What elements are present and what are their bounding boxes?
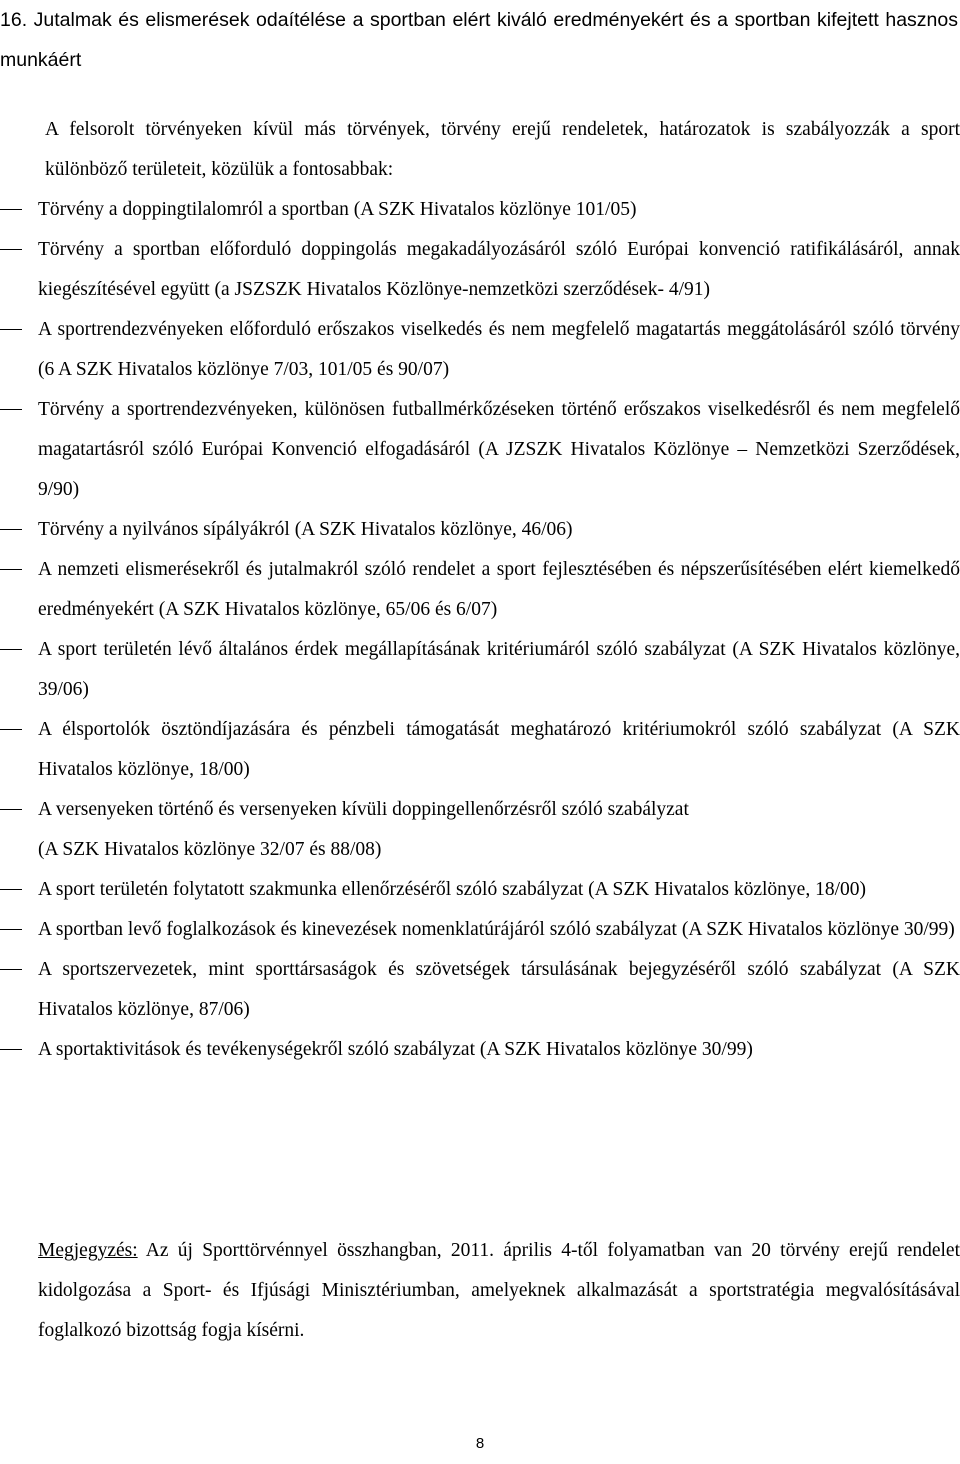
dash-bullet-icon [0,649,22,650]
list-item: Törvény a nyilvános sípályákról (A SZK Hivatalos közlönye, 46/06) [0,510,960,550]
list-item: A sportban levő foglalkozások és kinevezések nomenklatúrájáról szóló szabályzat (A SZK Hivatalos közlönye 30/99) [0,910,960,950]
dash-bullet-icon [0,969,22,970]
dash-bullet-icon [0,409,22,410]
dash-bullet-icon [0,329,22,330]
list-item: A sportaktivitások és tevékenységekről szóló szabályzat (A SZK Hivatalos közlönye 30/99) [0,1030,960,1070]
section-heading: 16. Jutalmak és elismerések odaítélése a sportban elért kiváló eredményekért és a sportban kifejtett hasznos munkáért [0,9,958,71]
list-item: Törvény a sportrendezvényeken, különösen futballmérkőzéseken történő erőszakos viselkedésről és nem megfelelő magatartásról szóló Európai Konvenció elfogadásáról (A JZSZK Hivatalos Közlönye – Nemzetközi Szerződések, 9/90) [0,390,960,510]
dash-bullet-icon [0,1049,22,1050]
dash-bullet-icon [0,809,22,810]
dash-bullet-icon [0,729,22,730]
list-item: A nemzeti elismerésekről és jutalmakról szóló rendelet a sport fejlesztésében és népszerűsítésében elért kiemelkedő eredményekért (A SZK Hivatalos közlönye, 65/06 és 6/07) [0,550,960,630]
list-item: Törvény a doppingtilalomról a sportban (A SZK Hivatalos közlönye 101/05) [0,190,960,230]
dash-bullet-icon [0,209,22,210]
list-item: Törvény a sportban előforduló doppingolás megakadályozásáról szóló Európai konvenció ratifikálásáról, annak kiegészítésével együtt (a JSZSZK Hivatalos Közlönye-nemzetközi szerződések- 4/91) [0,230,960,310]
regulation-list [0,190,960,1070]
dash-bullet-icon [0,529,22,530]
dash-bullet-icon [0,889,22,890]
dash-bullet-icon [0,569,22,570]
list-item: A sport területén lévő általános érdek megállapításának kritériumáról szóló szabályzat (A SZK Hivatalos közlönye, 39/06) [0,630,960,710]
dash-bullet-icon [0,929,22,930]
list-item: A sportszervezetek, mint sporttársaságok és szövetségek társulásának bejegyzéséről szóló szabályzat (A SZK Hivatalos közlönye, 87/06) [0,950,960,1030]
note-text: Az új Sporttörvénnyel összhangban, 2011. április 4-től folyamatban van 20 törvény erejű rendelet kidolgozása a Sport- és Ifjúsági Minisztériumban, amelyeknek alkalmazását a sportstratégia megvalósításával foglalkozó bizottság fogja kísérni. [38,1240,960,1341]
list-item: A élsportolók ösztöndíjazására és pénzbeli támogatását meghatározó kritériumokról szóló szabályzat (A SZK Hivatalos közlönye, 18/00) [0,710,960,790]
note-label: Megjegyzés: [38,1240,138,1261]
list-item: A sport területén folytatott szakmunka ellenőrzéséről szóló szabályzat (A SZK Hivatalos közlönye, 18/00) [0,870,960,910]
list-item: A sportrendezvényeken előforduló erőszakos viselkedés és nem megfelelő magatartás meggátolásáról szóló törvény (6 A SZK Hivatalos közlönye 7/03, 101/05 és 90/07) [0,310,960,390]
intro-paragraph: A felsorolt törvényeken kívül más törvények, törvény erejű rendeletek, határozatok is szabályozzák a sport különböző területeit, közülük a fontosabbak: [45,119,960,180]
note-paragraph [38,1231,960,1351]
dash-bullet-icon [0,249,22,250]
list-item: A versenyeken történő és versenyeken kívüli doppingellenőrzésről szóló szabályzat (A SZK Hivatalos közlönye 32/07 és 88/08) [0,790,960,870]
page-number: 8 [475,1435,485,1452]
